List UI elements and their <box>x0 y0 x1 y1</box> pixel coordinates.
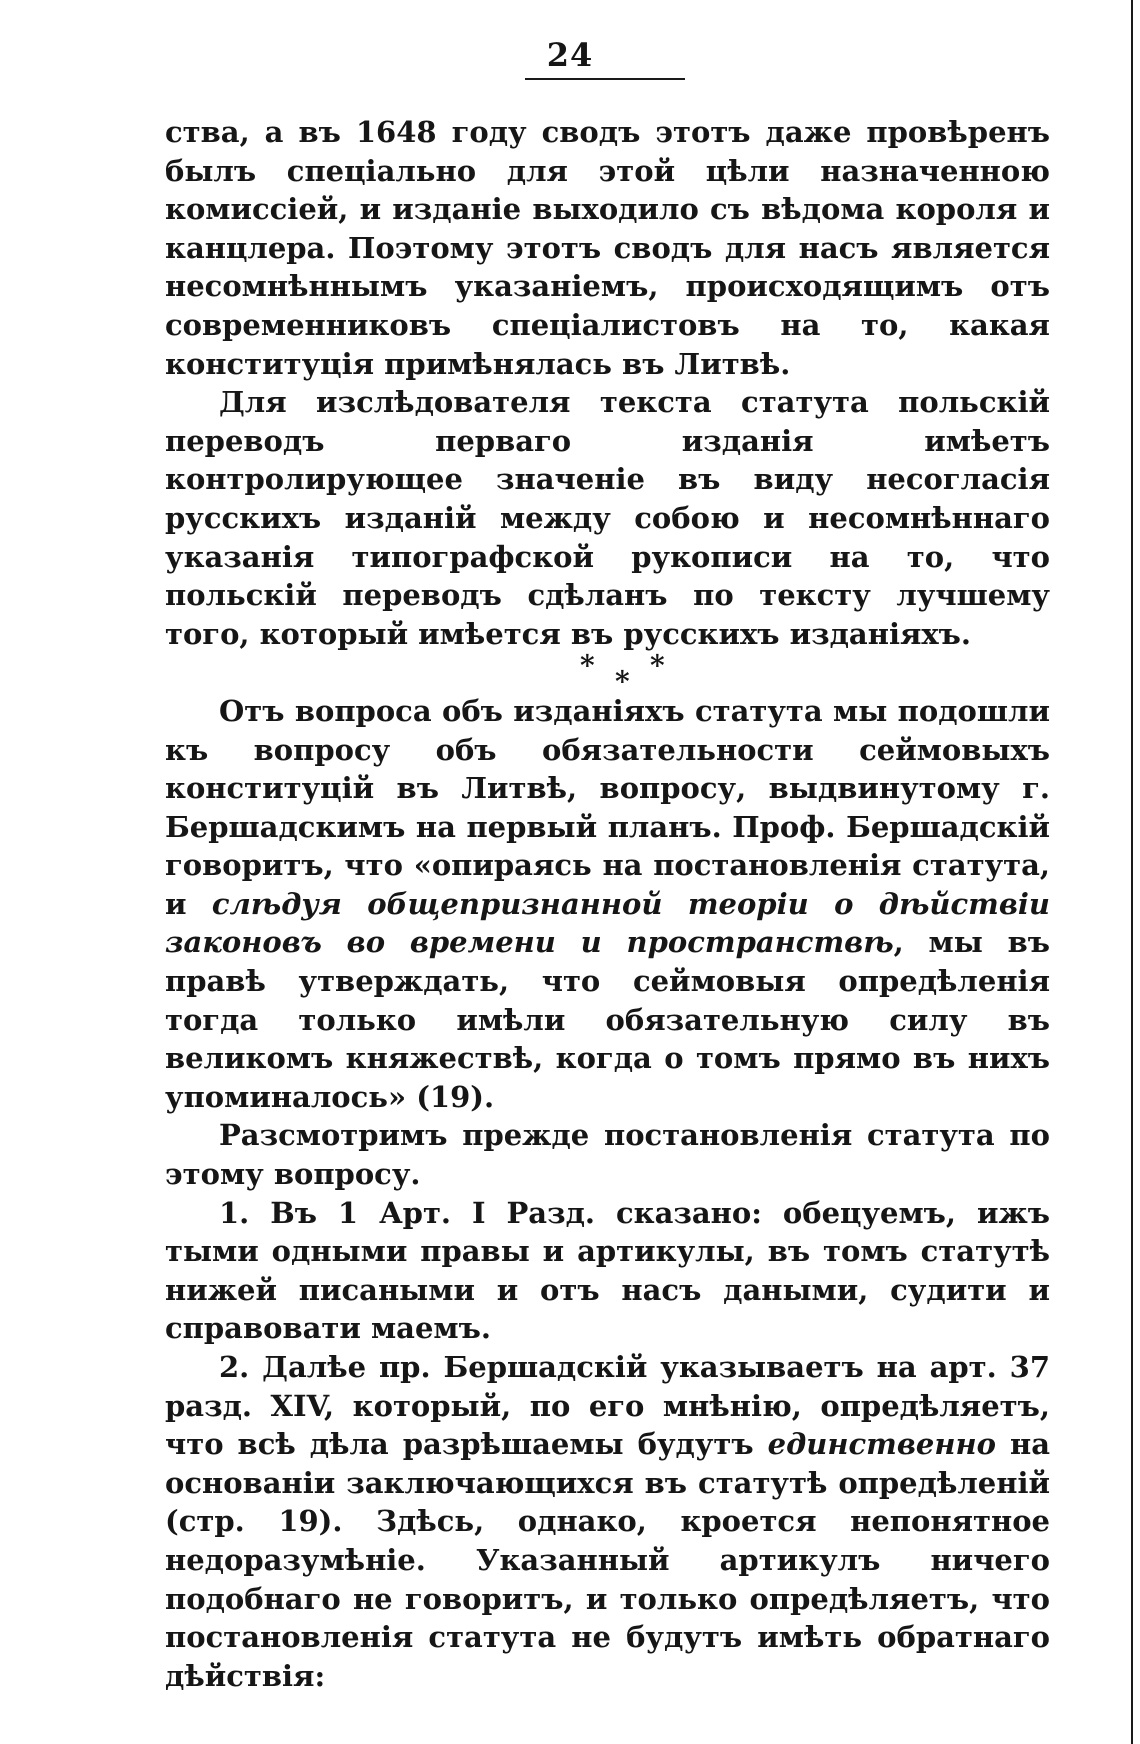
text-run: Для изслѣдователя текста статута польскій переводъ перваго изданія имѣетъ контролирующее значеніе въ виду несогласія русскихъ изданій между собою и несомнѣннаго указанія типографской рукописи на то, что польскій переводъ сдѣланъ по тексту лучшему того, который имѣется въ русскихъ изданіяхъ. <box>165 385 1050 651</box>
italic-word: единственно <box>767 1427 996 1462</box>
asterism <box>165 649 1050 699</box>
paragraph <box>165 113 1050 383</box>
text-run: на основаніи заключающихся въ статутѣ опредѣленій (стр. 19). Здѣсь, однако, кроется непонятное недоразумѣніе. Указанный артикулъ ничего подобнаго не говоритъ, и только опредѣляетъ, что постановленія статута не будутъ имѣть обратнаго дѣйствія: <box>165 1427 1050 1693</box>
italic-quote: слѣдуя общепризнанной теоріи о дѣйствіи законовъ во времени и пространствѣ <box>165 886 1050 960</box>
text-run: ства, а въ 1648 году сводъ этотъ даже провѣренъ былъ спеціально для этой цѣли назначенною комиссіей, и изданіе выходило съ вѣдома короля и канцлера. Поэтому этотъ сводъ для насъ является несомнѣннымъ указаніемъ, происходящимъ отъ современниковъ спеціалистовъ на то, какая конституція примѣнялась въ Литвѣ. <box>165 115 1050 381</box>
paragraph <box>165 1348 1050 1695</box>
asterism-star: * <box>650 649 665 683</box>
page-edge-line <box>1131 0 1133 1744</box>
paragraph <box>165 692 1050 1117</box>
text-run: 1. Въ 1 Арт. I Разд. сказано: обецуемъ, ижъ тыми одными правы и артикулы, въ томъ статутѣ нижей писаными и отъ насъ даными, судити и справовати маемъ. <box>165 1195 1050 1346</box>
paragraph <box>165 383 1050 653</box>
paragraph <box>165 1194 1050 1348</box>
body-text <box>165 113 1050 1695</box>
text-run: 2. Далѣе пр. Бершадскій указываетъ на арт. 37 разд. XIV, который, по его мнѣнію, опредѣляетъ, что всѣ дѣла разрѣшаемы будутъ <box>165 1350 1050 1462</box>
text-run: Разсмотримъ прежде постановленія статута по этому вопросу. <box>165 1118 1050 1192</box>
asterism-star: * <box>580 649 595 683</box>
text-run: , мы въ правѣ утверждать, что сеймовыя опредѣленія тогда только имѣли обязательную силу въ великомъ княжествѣ, когда о томъ прямо въ нихъ упоминалось» (19). <box>165 925 1050 1114</box>
paragraph <box>165 1116 1050 1193</box>
text-run: Отъ вопроса объ изданіяхъ статута мы подошли къ вопросу объ обязательности сеймовыхъ конституцій въ Литвѣ, вопросу, выдвинутому г. Бершадскимъ на первый планъ. Проф. Бершадскій говоритъ, что «опираясь на постановленія статута, и <box>165 693 1050 921</box>
header-rule <box>525 78 685 80</box>
asterism-star: * <box>615 665 630 699</box>
page-number: 24 <box>546 36 594 74</box>
